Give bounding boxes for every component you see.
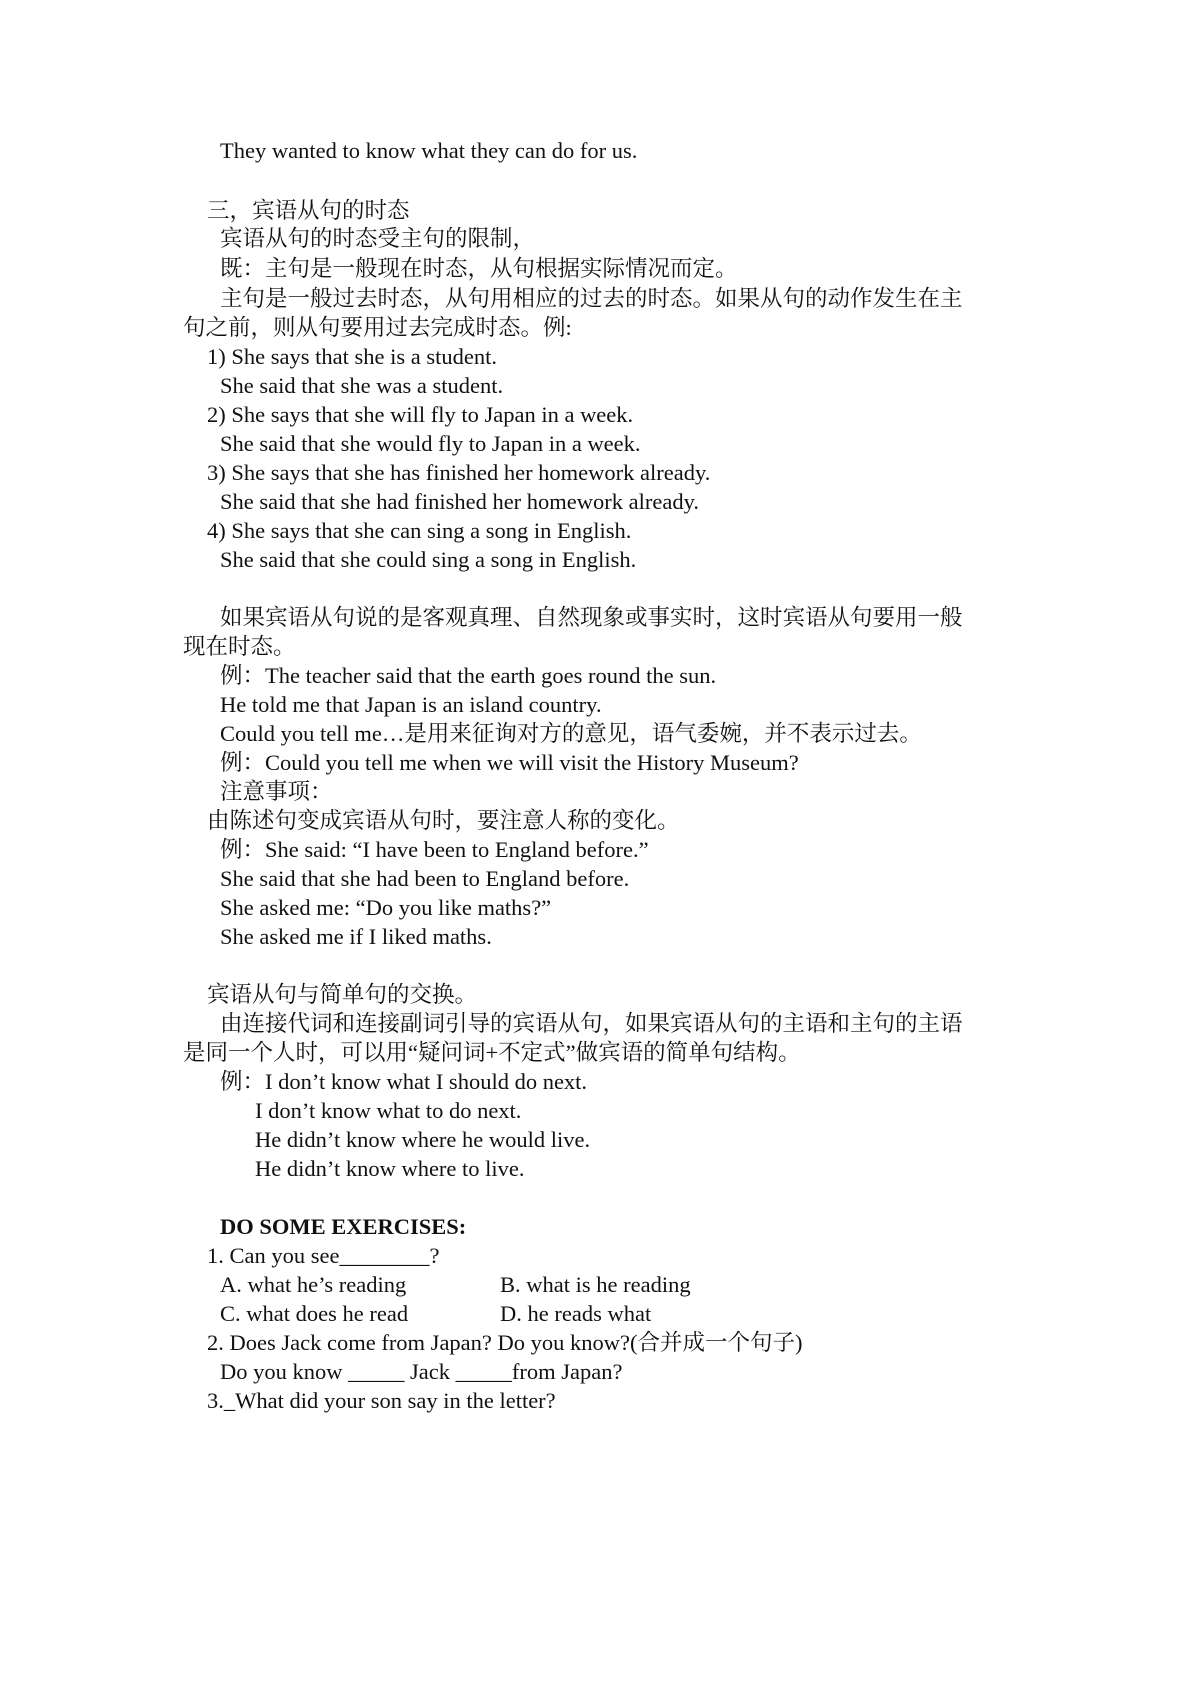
section-heading-tense: 三，宾语从句的时态 bbox=[207, 198, 410, 223]
example-line: 1) She says that she is a student. bbox=[207, 344, 497, 369]
option-c: C. what does he read bbox=[220, 1301, 409, 1326]
exercises-heading: DO SOME EXERCISES: bbox=[220, 1214, 467, 1239]
text-line: 由连接代词和连接副词引导的宾语从句，如果宾语从句的主语和主句的主语 bbox=[220, 1011, 963, 1036]
example-line: He told me that Japan is an island country. bbox=[220, 692, 602, 717]
option-b: B. what is he reading bbox=[500, 1272, 691, 1297]
example-line: She said that she had finished her homework already. bbox=[220, 489, 700, 514]
example-line: 4) She says that she can sing a song in English. bbox=[207, 518, 632, 543]
text-line: 宾语从句的时态受主句的限制， bbox=[220, 226, 536, 251]
exercise-options-row bbox=[220, 1270, 691, 1300]
exercise-options-row bbox=[220, 1299, 652, 1329]
example-line: She asked me: “Do you like maths?” bbox=[220, 895, 552, 920]
exercise-fill-line: Do you know _____ Jack _____from Japan? bbox=[220, 1359, 623, 1384]
text-line: 是同一个人时，可以用“疑问词+不定式”做宾语的简单句结构。 bbox=[183, 1040, 801, 1065]
example-line: 例：Could you tell me when we will visit the History Museum? bbox=[220, 750, 799, 775]
example-line: She said that she could sing a song in English. bbox=[220, 547, 637, 572]
example-line: She said that she was a student. bbox=[220, 373, 504, 398]
exercise-question: 2. Does Jack come from Japan? Do you know?(合并成一个句子) bbox=[207, 1330, 803, 1355]
text-line: 由陈述句变成宾语从句时，要注意人称的变化。 bbox=[207, 808, 680, 833]
text-line: 既：主句是一般现在时态，从句根据实际情况而定。 bbox=[220, 256, 738, 281]
text-line: 如果宾语从句说的是客观真理、自然现象或事实时，这时宾语从句要用一般 bbox=[220, 605, 963, 630]
example-line: 3) She says that she has finished her homework already. bbox=[207, 460, 711, 485]
example-line: 例：The teacher said that the earth goes round the sun. bbox=[220, 663, 717, 688]
text-line: 句之前，则从句要用过去完成时态。例: bbox=[183, 315, 572, 340]
example-line: I don’t know what to do next. bbox=[255, 1098, 522, 1123]
example-line: 例：I don’t know what I should do next. bbox=[220, 1069, 588, 1094]
exercise-question: 3._What did your son say in the letter? bbox=[207, 1388, 556, 1413]
text-line: They wanted to know what they can do for us. bbox=[220, 138, 638, 163]
example-line: She said that she would fly to Japan in a week. bbox=[220, 431, 641, 456]
example-line: He didn’t know where he would live. bbox=[255, 1127, 591, 1152]
example-line: He didn’t know where to live. bbox=[255, 1156, 525, 1181]
text-line: 主句是一般过去时态，从句用相应的过去的时态。如果从句的动作发生在主 bbox=[220, 286, 963, 311]
example-line: 例：She said: “I have been to England before.” bbox=[220, 837, 649, 862]
example-line: 2) She says that she will fly to Japan in a week. bbox=[207, 402, 634, 427]
exercise-question: 1. Can you see________? bbox=[207, 1243, 440, 1268]
text-line: Could you tell me…是用来征询对方的意见，语气委婉，并不表示过去。 bbox=[220, 721, 922, 746]
option-a: A. what he’s reading bbox=[220, 1272, 407, 1297]
text-line: 注意事项： bbox=[220, 779, 333, 804]
example-line: She asked me if I liked maths. bbox=[220, 924, 492, 949]
section-heading-exchange: 宾语从句与简单句的交换。 bbox=[207, 982, 478, 1007]
example-line: She said that she had been to England before. bbox=[220, 866, 630, 891]
option-d: D. he reads what bbox=[500, 1301, 652, 1326]
text-line: 现在时态。 bbox=[183, 634, 296, 659]
